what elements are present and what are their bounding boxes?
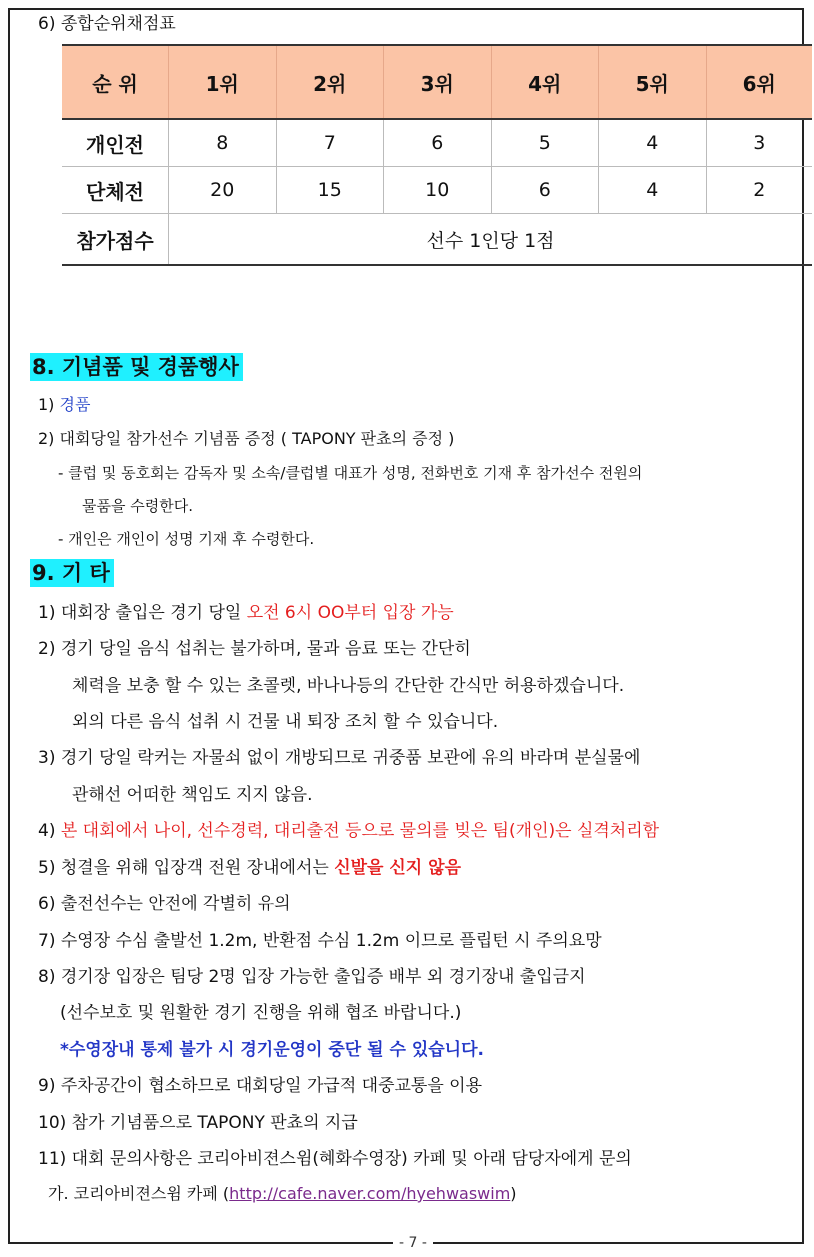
table-cell: 6 [384, 119, 492, 167]
item-text: 1) 대회장 출입은 경기 당일 [38, 603, 247, 623]
row-label-individual: 개인전 [62, 119, 169, 167]
table-row [62, 119, 812, 167]
section-9-item-1 [38, 601, 454, 625]
item-text: ) [510, 1184, 517, 1203]
item-text: 가. 코리아비젼스윔 카페 ( [48, 1184, 230, 1203]
rank-header: 2위 [276, 45, 384, 119]
item-number: 1) [38, 395, 55, 414]
participation-value: 선수 1인당 1점 [169, 214, 813, 266]
section-9-item-8: 8) 경기장 입장은 팀당 2명 입장 가능한 출입증 배부 외 경기장내 출입금지 [38, 967, 586, 987]
table-cell: 15 [276, 167, 384, 214]
table-cell: 4 [599, 167, 707, 214]
section-9-item-2-cont: 체력을 보충 할 수 있는 초콜렛, 바나나등의 간단한 간식만 허용하겠습니다. [72, 676, 625, 696]
table-cell: 3 [706, 119, 812, 167]
rank-header: 3위 [384, 45, 492, 119]
table-row [62, 167, 812, 214]
table-row [62, 214, 812, 266]
section-9-item-4 [38, 819, 659, 843]
section-9-item-9: 9) 주차공간이 협소하므로 대회당일 가급적 대중교통을 이용 [38, 1076, 482, 1096]
cafe-link[interactable]: http://cafe.naver.com/hyehwaswim [229, 1184, 511, 1203]
section-8-heading: 8. 기념품 및 경품행사 [30, 353, 243, 381]
rank-header: 6위 [706, 45, 812, 119]
prize-label: 경품 [59, 395, 91, 414]
table-cell: 2 [706, 167, 812, 214]
table-cell: 10 [384, 167, 492, 214]
item-number: 4) [38, 821, 61, 841]
section-9-item-11-ga [48, 1183, 517, 1205]
section-9-item-2: 2) 경기 당일 음식 섭취는 불가하며, 물과 음료 또는 간단히 [38, 639, 471, 659]
section-8-sub-1-cont: 물품을 수령한다. [82, 497, 193, 515]
rank-header: 1위 [169, 45, 277, 119]
page-number: - 7 - [393, 1235, 433, 1251]
table-cell: 5 [491, 119, 599, 167]
section-9-item-5 [38, 856, 461, 880]
ranking-score-table [62, 44, 812, 266]
disqualification-notice: 본 대회에서 나이, 선수경력, 대리출전 등으로 물의를 빚은 팀(개인)은 실격처리함 [60, 821, 660, 841]
section-9-heading: 9. 기 타 [30, 559, 114, 587]
section-8-item-1 [38, 394, 90, 416]
row-label-participation: 참가점수 [62, 214, 169, 266]
section-8-item-2: 2) 대회당일 참가선수 기념품 증정 ( TAPONY 판쵸의 증정 ) [38, 429, 455, 448]
table-cell: 20 [169, 167, 277, 214]
table-header-row [62, 45, 812, 119]
section-9-item-3-cont: 관해선 어떠한 책임도 지지 않음. [72, 785, 313, 805]
section-9-item-8-cont: (선수보호 및 원활한 경기 진행을 위해 협조 바랍니다.) [60, 1003, 462, 1023]
rank-header: 4위 [491, 45, 599, 119]
entry-time-notice: 오전 6시 OO부터 입장 가능 [246, 603, 454, 623]
table-cell: 8 [169, 119, 277, 167]
section-9-item-2-cont: 외의 다른 음식 섭취 시 건물 내 퇴장 조치 할 수 있습니다. [72, 712, 499, 732]
table-cell: 6 [491, 167, 599, 214]
operation-warning: *수영장내 통제 불가 시 경기운영이 중단 될 수 있습니다. [60, 1040, 484, 1060]
section-9-item-6: 6) 출전선수는 안전에 각별히 유의 [38, 894, 291, 914]
section-9-item-3: 3) 경기 당일 락커는 자물쇠 없이 개방되므로 귀중품 보관에 유의 바라며 분실물에 [38, 748, 641, 768]
section-9-item-11: 11) 대회 문의사항은 코리아비젼스윔(혜화수영장) 카페 및 아래 담당자에게 문의 [38, 1149, 632, 1169]
section-9-item-7: 7) 수영장 수심 출발선 1.2m, 반환점 수심 1.2m 이므로 플립턴 시 주의요망 [38, 931, 602, 951]
header-rank-label: 순 위 [62, 45, 169, 119]
row-label-team: 단체전 [62, 167, 169, 214]
section-6-title: 6) 종합순위채점표 [38, 14, 176, 34]
table-cell: 7 [276, 119, 384, 167]
item-text: 5) 청결을 위해 입장객 전원 장내에서는 [38, 858, 335, 878]
no-shoes-notice: 신발을 신지 않음 [334, 858, 461, 878]
section-8-sub-2: - 개인은 개인이 성명 기재 후 수령한다. [58, 530, 315, 548]
rank-header: 5위 [599, 45, 707, 119]
section-9-item-10: 10) 참가 기념품으로 TAPONY 판쵸의 지급 [38, 1113, 358, 1133]
section-8-sub-1: - 클럽 및 동호회는 감독자 및 소속/클럽별 대표가 성명, 전화번호 기재 후 참가선수 전원의 [58, 464, 643, 482]
table-cell: 4 [599, 119, 707, 167]
